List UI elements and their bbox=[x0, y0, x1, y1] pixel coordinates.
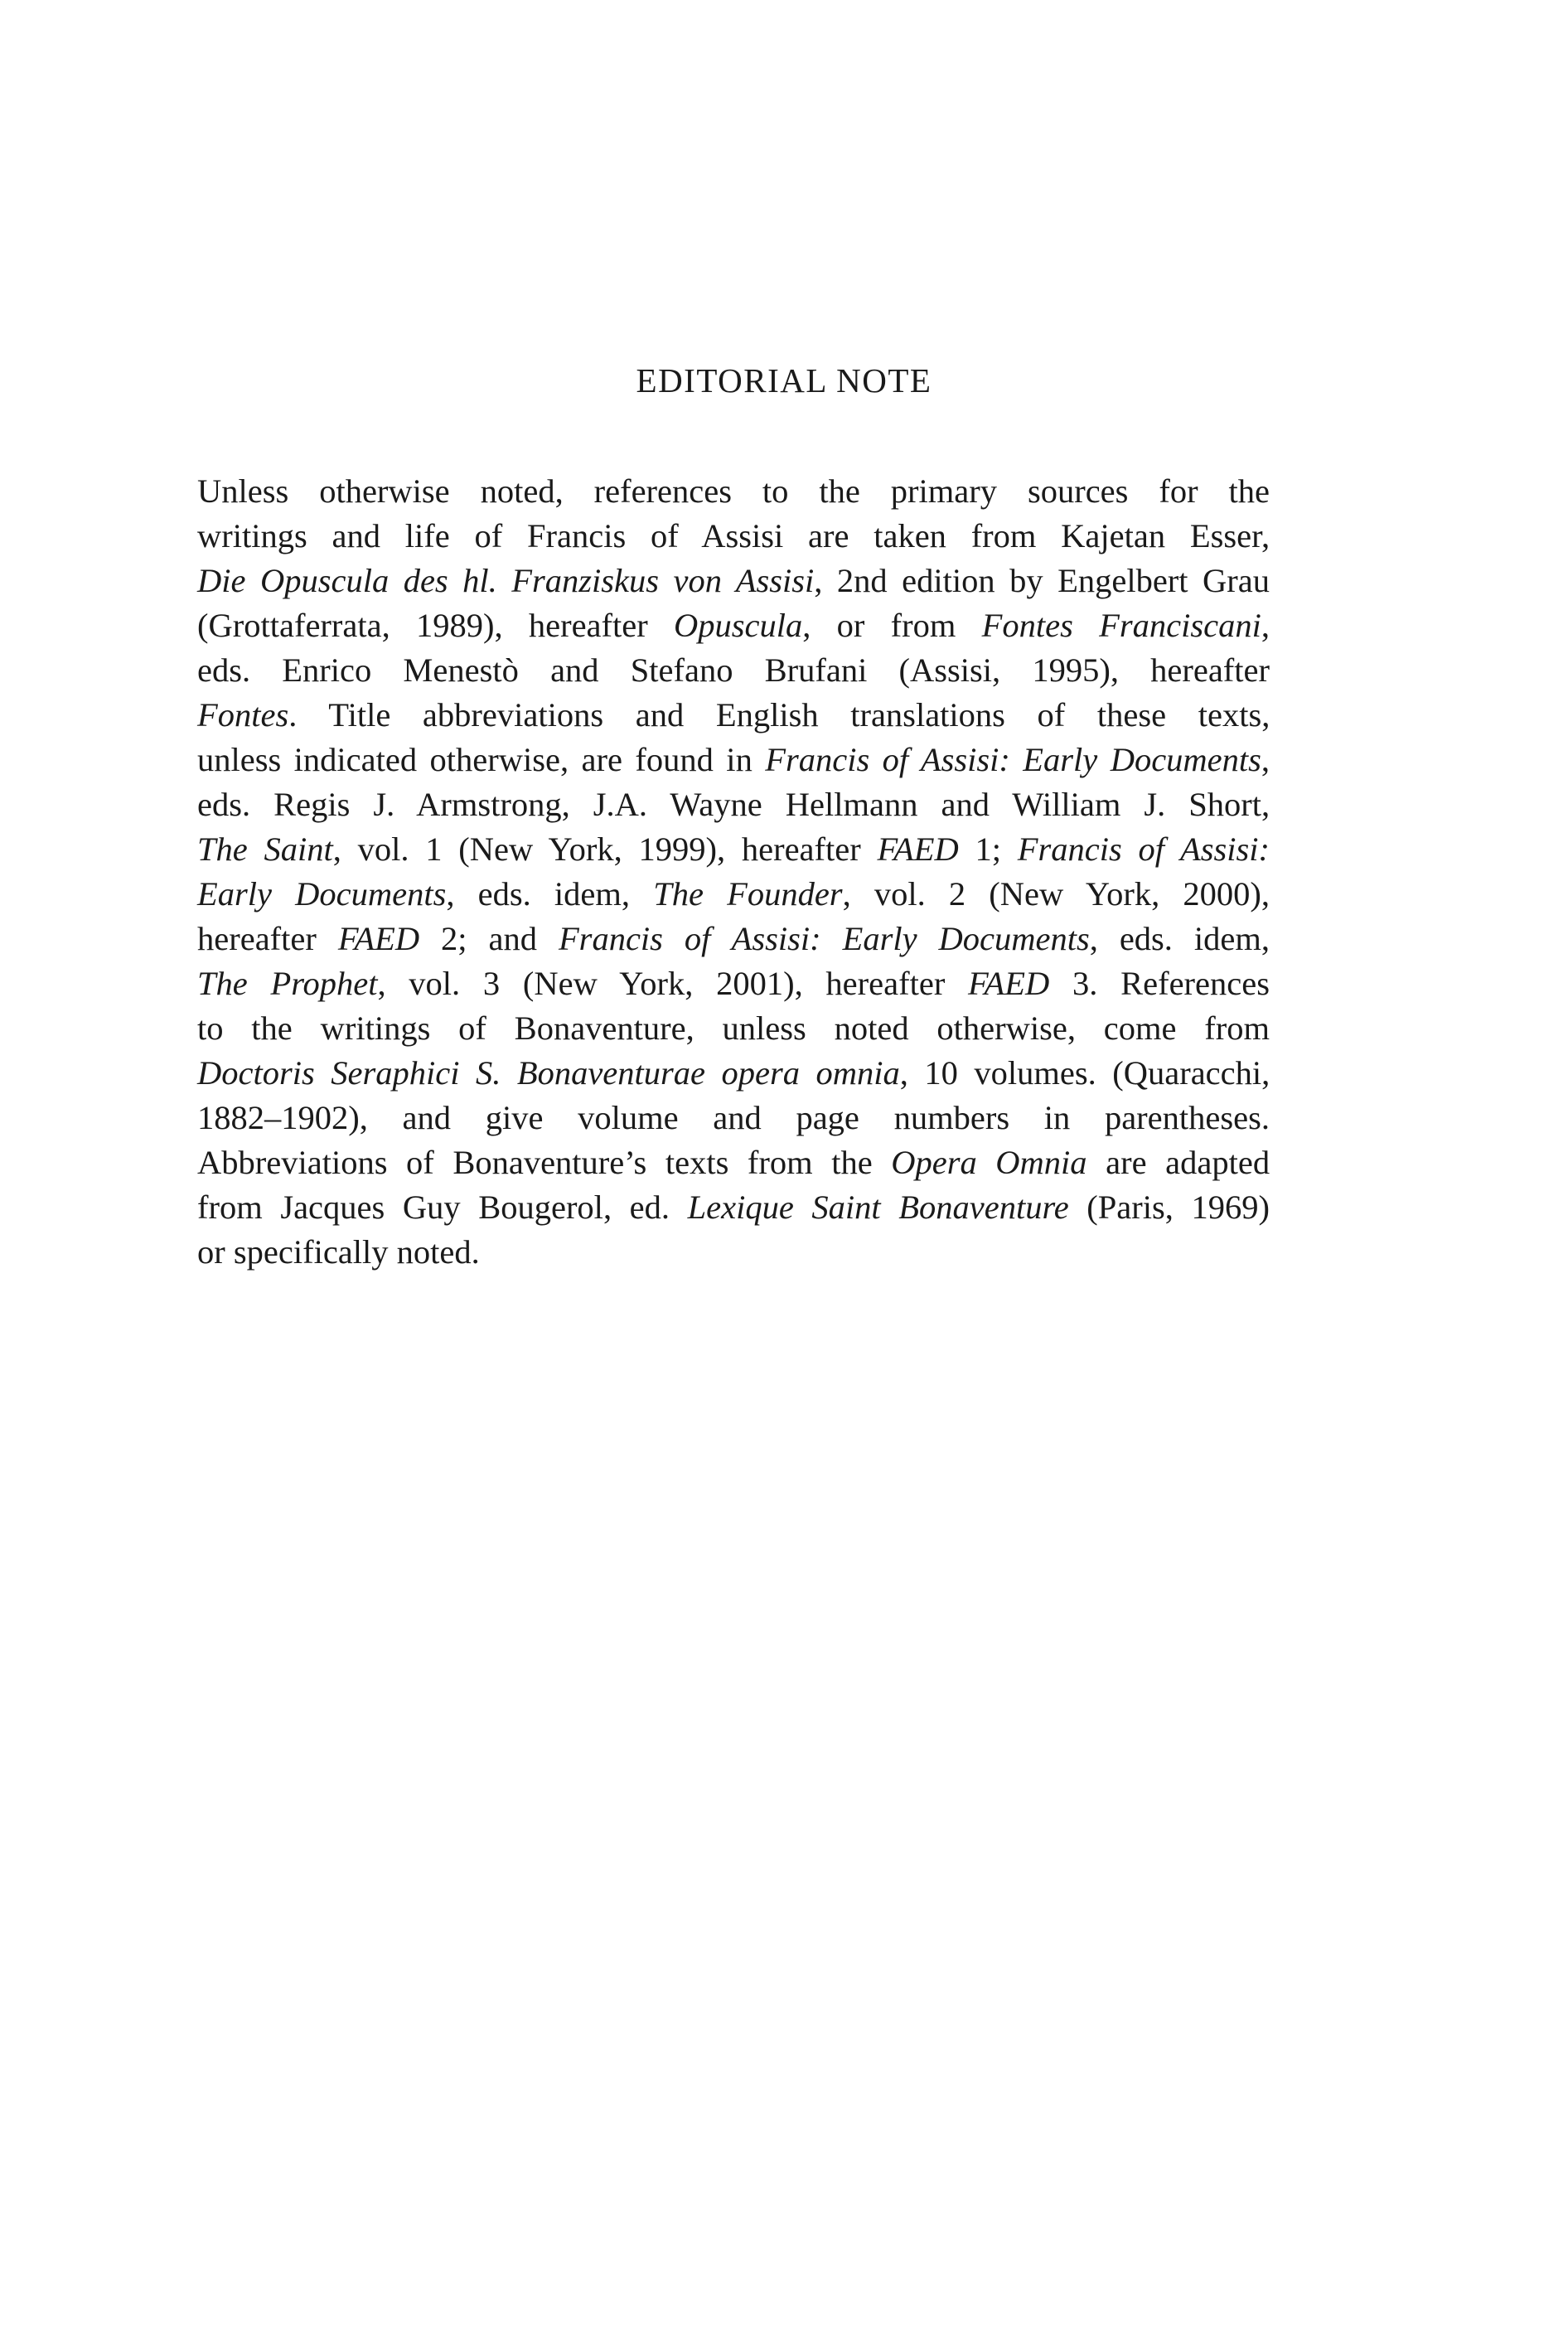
text-line bbox=[197, 1006, 1270, 1051]
italic-text-segment: The Founder bbox=[653, 875, 843, 913]
text-segment: to the writings of Bonaventure, unless noted otherwise, come from bbox=[197, 1009, 1270, 1047]
text-line bbox=[197, 872, 1270, 917]
text-segment: eds. Enrico Menestò and Stefano Brufani (Assisi, 1995), hereafter bbox=[197, 651, 1270, 689]
text-line bbox=[197, 961, 1270, 1006]
text-segment: (Paris, 1969) bbox=[1068, 1189, 1270, 1226]
text-line bbox=[197, 1185, 1270, 1230]
text-segment: , bbox=[1261, 741, 1270, 778]
text-segment: writings and life of Francis of Assisi are taken from Kajetan Esser, bbox=[197, 517, 1270, 554]
italic-text-segment: Early Documents bbox=[197, 875, 447, 913]
text-line bbox=[197, 1096, 1270, 1140]
text-line bbox=[197, 1051, 1270, 1096]
italic-text-segment: FAED bbox=[337, 920, 420, 957]
text-segment: , or from bbox=[802, 607, 982, 644]
text-line bbox=[197, 514, 1270, 559]
text-segment: , bbox=[1261, 607, 1270, 644]
text-line bbox=[197, 782, 1270, 827]
text-segment: hereafter bbox=[197, 920, 338, 957]
italic-text-segment: Die Opuscula des hl. Franziskus von Assisi bbox=[197, 562, 815, 599]
text-segment: 3. References bbox=[1049, 965, 1270, 1002]
text-line bbox=[197, 603, 1270, 648]
text-segment: 1882–1902), and give volume and page numbers in parentheses. bbox=[197, 1099, 1270, 1136]
text-line bbox=[197, 738, 1270, 782]
text-line bbox=[197, 469, 1270, 514]
italic-text-segment: Francis of Assisi: bbox=[1017, 830, 1270, 868]
text-segment: Unless otherwise noted, references to the primary sources for the bbox=[197, 472, 1270, 510]
text-segment: , vol. 3 (New York, 2001), hereafter bbox=[377, 965, 969, 1002]
text-line bbox=[197, 559, 1270, 603]
text-segment: , eds. idem, bbox=[446, 875, 654, 913]
italic-text-segment: FAED bbox=[968, 965, 1050, 1002]
text-segment: 2; and bbox=[419, 920, 559, 957]
text-line bbox=[197, 693, 1270, 738]
text-segment: , eds. idem, bbox=[1089, 920, 1270, 957]
text-segment: 1; bbox=[958, 830, 1018, 868]
text-segment: , 10 volumes. (Quaracchi, bbox=[899, 1054, 1270, 1092]
italic-text-segment: Doctoris Seraphici S. Bonaventurae opera omnia bbox=[197, 1054, 900, 1092]
italic-text-segment: Lexique Saint Bonaventure bbox=[687, 1189, 1069, 1226]
italic-text-segment: Fontes bbox=[197, 696, 289, 733]
italic-text-segment: FAED bbox=[877, 830, 959, 868]
text-segment: (Grottaferrata, 1989), hereafter bbox=[197, 607, 674, 644]
text-line bbox=[197, 648, 1270, 693]
editorial-note-paragraph bbox=[197, 469, 1270, 1275]
text-segment: or specifically noted. bbox=[197, 1233, 480, 1271]
text-segment: . Title abbreviations and English translations of these texts, bbox=[288, 696, 1270, 733]
text-segment: Abbreviations of Bonaventure’s texts from the bbox=[197, 1144, 892, 1181]
text-segment: unless indicated otherwise, are found in bbox=[197, 741, 766, 778]
text-segment: , 2nd edition by Engelbert Grau bbox=[814, 562, 1270, 599]
italic-text-segment: Francis of Assisi: Early Documents bbox=[765, 741, 1261, 778]
italic-text-segment: The Prophet bbox=[197, 965, 378, 1002]
text-segment: eds. Regis J. Armstrong, J.A. Wayne Hellmann and William J. Short, bbox=[197, 786, 1270, 823]
text-segment: , vol. 2 (New York, 2000), bbox=[842, 875, 1270, 913]
page-title: EDITORIAL NOTE bbox=[636, 361, 932, 399]
italic-text-segment: Francis of Assisi: Early Documents bbox=[558, 920, 1090, 957]
text-segment: are adapted bbox=[1086, 1144, 1270, 1181]
italic-text-segment: Fontes Franciscani bbox=[981, 607, 1261, 644]
text-segment: , vol. 1 (New York, 1999), hereafter bbox=[332, 830, 878, 868]
text-line bbox=[197, 1230, 1270, 1275]
italic-text-segment: The Saint bbox=[197, 830, 333, 868]
text-line bbox=[197, 917, 1270, 961]
italic-text-segment: Opuscula bbox=[674, 607, 803, 644]
text-segment: from Jacques Guy Bougerol, ed. bbox=[197, 1189, 688, 1226]
italic-text-segment: Opera Omnia bbox=[891, 1144, 1087, 1181]
text-line bbox=[197, 827, 1270, 872]
text-line bbox=[197, 1140, 1270, 1185]
